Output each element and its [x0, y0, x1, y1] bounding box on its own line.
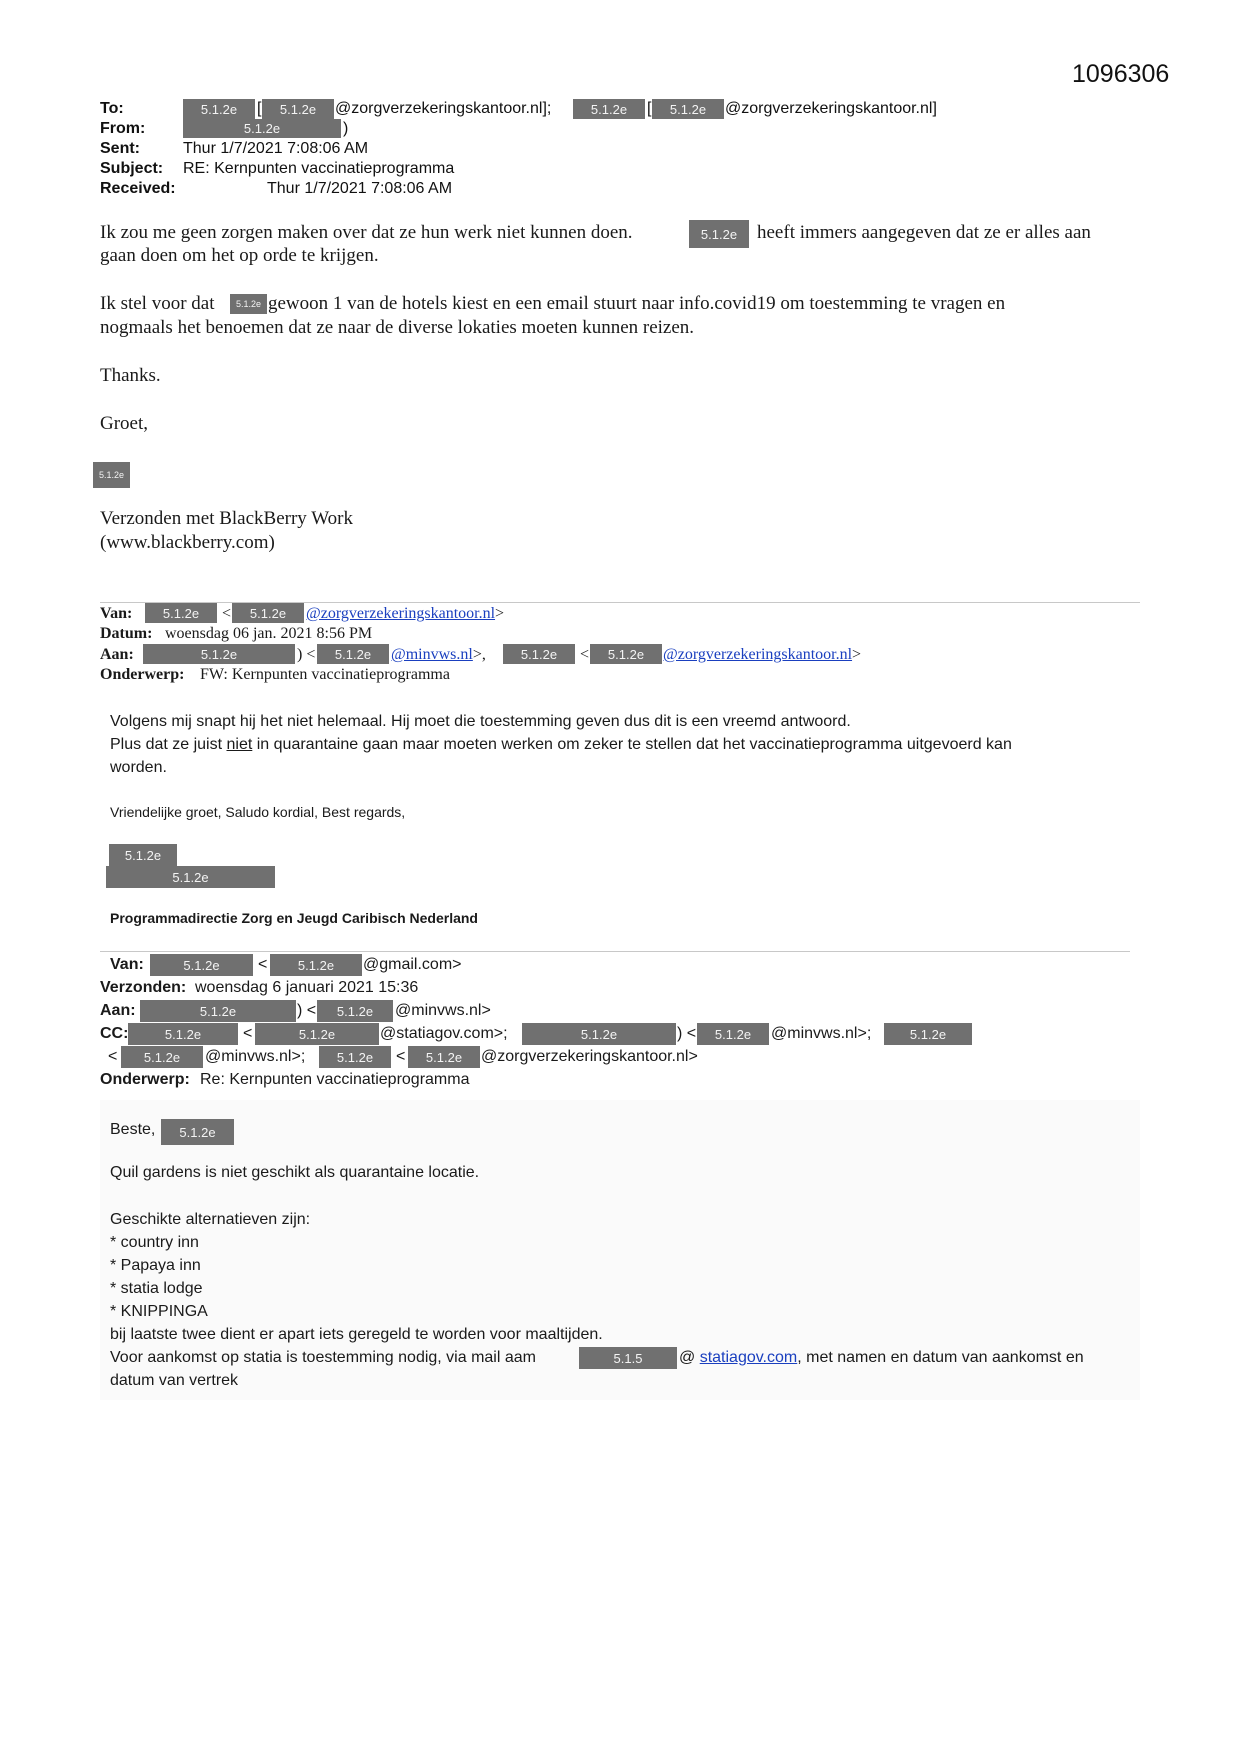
- sep: ) <: [297, 1002, 317, 1019]
- redaction: 5.1.2e: [143, 644, 295, 664]
- lt: <: [258, 956, 268, 973]
- redaction: 5.1.2e: [230, 294, 267, 314]
- msg2-aan-label: Aan:: [100, 646, 134, 663]
- msg3-line-4b: , met namen en datum van aankomst en: [797, 1349, 1084, 1366]
- lt: <: [580, 646, 590, 663]
- msg2-aan-email-link-1[interactable]: @minvws.nl: [391, 646, 473, 663]
- msg3-onderwerp-label: Onderwerp:: [100, 1071, 190, 1088]
- msg2-regards: Vriendelijke groet, Saludo kordial, Best regards,: [110, 804, 406, 820]
- statiagov-link[interactable]: statiagov.com: [699, 1349, 798, 1366]
- msg1-thanks: Thanks.: [100, 365, 161, 386]
- msg2-org: Programmadirectie Zorg en Jeugd Caribisch Nederland: [110, 910, 478, 926]
- msg1-p2-a: Ik stel voor dat: [100, 293, 215, 314]
- sent-value: Thur 1/7/2021 7:08:06 AM: [183, 140, 369, 157]
- redaction: 5.1.2e: [140, 1000, 296, 1022]
- msg1-sent-with-1: Verzonden met BlackBerry Work: [100, 508, 353, 529]
- lt: <: [108, 1048, 118, 1065]
- redaction: 5.1.2e: [590, 644, 662, 664]
- document-id: 1096306: [1072, 60, 1170, 88]
- bracket: [: [257, 100, 262, 117]
- redaction: 5.1.2e: [319, 1046, 391, 1068]
- msg2-body-2-underlined: niet: [226, 736, 253, 753]
- msg3-cc2-domain-2: @zorgverzekeringskantoor.nl>: [481, 1048, 698, 1065]
- redaction: 5.1.2e: [93, 462, 130, 488]
- msg3-cc2-domain-1: @minvws.nl>;: [205, 1048, 306, 1065]
- msg3-line-5: datum van vertrek: [110, 1372, 239, 1389]
- bracket: [: [647, 100, 652, 117]
- msg2-datum-value: woensdag 06 jan. 2021 8:56 PM: [165, 625, 373, 642]
- msg2-datum-label: Datum:: [100, 625, 153, 642]
- redaction: 5.1.2e: [503, 644, 575, 664]
- msg1-p1-b: heeft immers aangegeven dat ze er alles aan: [757, 222, 1091, 243]
- msg1-p2-c: nogmaals het benoemen dat ze naar de diverse lokaties moeten kunnen reizen.: [100, 317, 695, 338]
- msg3-beste: Beste,: [110, 1121, 156, 1138]
- msg3-line-1: Quil gardens is niet geschikt als quarantaine locatie.: [110, 1164, 480, 1181]
- msg1-p2-b: gewoon 1 van de hotels kiest en een email stuurt naar info.covid19 om toestemming te vragen en: [268, 293, 1006, 314]
- redaction: 5.1.2e: [121, 1046, 203, 1068]
- redaction: 5.1.2e: [317, 1000, 393, 1022]
- msg3-aan-label: Aan:: [100, 1002, 136, 1019]
- msg3-cc-domain-1: @statiagov.com>;: [380, 1025, 508, 1042]
- msg3-verzonden-label: Verzonden:: [100, 979, 187, 996]
- redaction: 5.1.2e: [408, 1046, 480, 1068]
- sep: >,: [472, 646, 486, 663]
- redaction: 5.1.5: [579, 1347, 677, 1369]
- msg3-cc-domain-2: @minvws.nl>;: [771, 1025, 872, 1042]
- redaction: 5.1.2e: [652, 99, 724, 119]
- at-sign: @: [679, 1349, 696, 1366]
- msg2-onderwerp-value: FW: Kernpunten vaccinatieprogramma: [200, 666, 450, 683]
- redaction: 5.1.2e: [161, 1119, 234, 1145]
- subject-value: RE: Kernpunten vaccinatieprogramma: [183, 160, 455, 177]
- msg2-body-2c: worden.: [110, 759, 167, 776]
- redaction: 5.1.2e: [255, 1023, 379, 1045]
- redaction: 5.1.2e: [183, 119, 341, 138]
- msg3-line-2: Geschikte alternatieven zijn:: [110, 1211, 311, 1228]
- sent-label: Sent:: [100, 140, 140, 157]
- list-item: * statia lodge: [110, 1280, 203, 1297]
- msg3-van-label: Van:: [110, 956, 144, 973]
- to-label: To:: [100, 100, 124, 117]
- from-label: From:: [100, 120, 146, 137]
- msg2-body-2a: Plus dat ze juist: [110, 736, 227, 753]
- redaction: 5.1.2e: [128, 1023, 238, 1045]
- received-label: Received:: [100, 180, 176, 197]
- redaction: 5.1.2e: [689, 220, 749, 248]
- gt: >: [852, 646, 862, 663]
- msg2-onderwerp-label: Onderwerp:: [100, 666, 185, 683]
- redaction: 5.1.2e: [150, 954, 253, 976]
- lt: <: [243, 1025, 253, 1042]
- msg3-line-3: bij laatste twee dient er apart iets geregeld te worden voor maaltijden.: [110, 1326, 603, 1343]
- redaction: 5.1.2e: [270, 954, 362, 976]
- gt: >: [495, 605, 505, 622]
- msg3-verzonden-value: woensdag 6 januari 2021 15:36: [195, 979, 419, 996]
- msg3-aan-domain: @minvws.nl>: [395, 1002, 491, 1019]
- to-domain-2: @zorgverzekeringskantoor.nl]: [725, 100, 937, 117]
- msg2-body-2b: in quarantaine gaan maar moeten werken om zeker te stellen dat het vaccinatieprogramma uitgevoerd kan: [252, 736, 1012, 753]
- redaction: 5.1.2e: [232, 603, 304, 623]
- redaction: 5.1.2e: [106, 866, 275, 888]
- msg3-onderwerp-value: Re: Kernpunten vaccinatieprogramma: [200, 1071, 470, 1088]
- redaction: 5.1.2e: [573, 99, 645, 119]
- msg1-sent-with-2: (www.blackberry.com): [100, 532, 275, 553]
- redaction: 5.1.2e: [183, 99, 255, 119]
- msg3-van-domain: @gmail.com>: [363, 956, 462, 973]
- list-item: * Papaya inn: [110, 1257, 201, 1274]
- list-item: * country inn: [110, 1234, 199, 1251]
- lt: <: [222, 605, 232, 622]
- msg3-cc-label: CC:: [100, 1025, 129, 1042]
- msg2-van-label: Van:: [100, 605, 133, 622]
- lt: <: [396, 1048, 406, 1065]
- msg1-greeting: Groet,: [100, 413, 149, 434]
- msg2-van-email-link[interactable]: @zorgverzekeringskantoor.nl: [306, 605, 496, 622]
- to-domain-1: @zorgverzekeringskantoor.nl];: [335, 100, 552, 117]
- redaction: 5.1.2e: [884, 1023, 972, 1045]
- redaction: 5.1.2e: [109, 844, 177, 866]
- msg3-line-4a: Voor aankomst op statia is toestemming nodig, via mail aam: [110, 1349, 536, 1366]
- sep: ) <: [677, 1025, 697, 1042]
- msg1-p1-a: Ik zou me geen zorgen maken over dat ze hun werk niet kunnen doen.: [100, 222, 633, 243]
- msg2-body-1: Volgens mij snapt hij het niet helemaal. Hij moet die toestemming geven dus dit is een vreemd antwoord.: [110, 713, 851, 730]
- redaction: 5.1.2e: [522, 1023, 676, 1045]
- msg1-p1-c: gaan doen om het op orde te krijgen.: [100, 245, 379, 266]
- redaction: 5.1.2e: [262, 99, 334, 119]
- subject-label: Subject:: [100, 160, 164, 177]
- from-close: ): [343, 120, 349, 137]
- divider: [100, 951, 1130, 952]
- redaction: 5.1.2e: [317, 644, 389, 664]
- msg2-aan-email-link-2[interactable]: @zorgverzekeringskantoor.nl: [663, 646, 853, 663]
- redaction: 5.1.2e: [697, 1023, 769, 1045]
- received-value: Thur 1/7/2021 7:08:06 AM: [267, 180, 453, 197]
- sep: ) <: [297, 646, 316, 663]
- list-item: * KNIPPINGA: [110, 1303, 208, 1320]
- redaction: 5.1.2e: [145, 603, 217, 623]
